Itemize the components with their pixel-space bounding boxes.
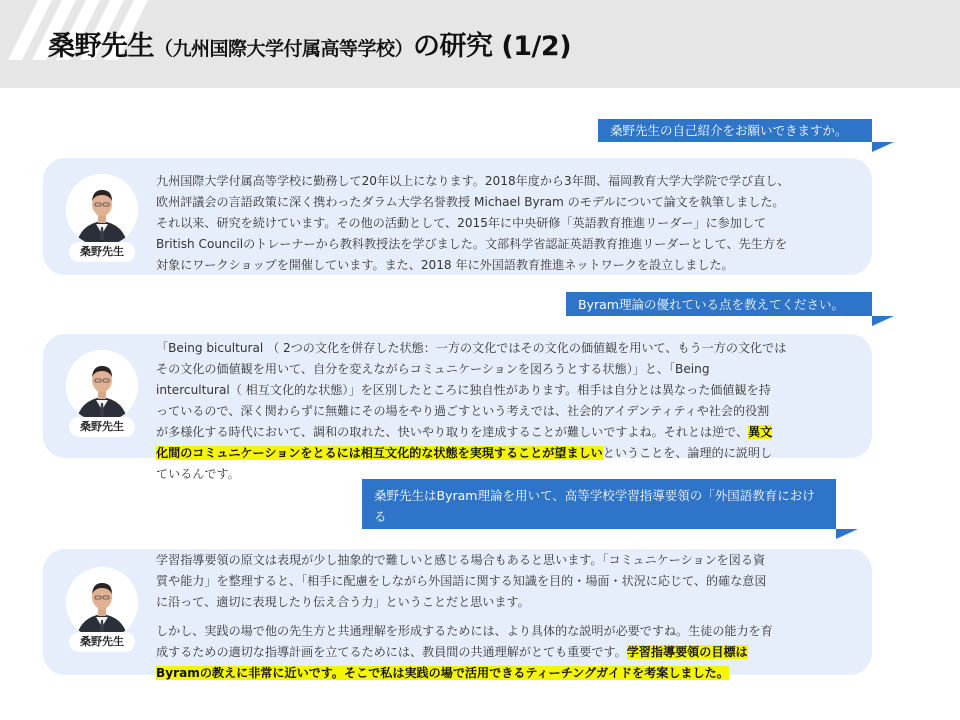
question-text: 桑野先生の自己紹介をお願いできますか。 — [610, 123, 848, 138]
speaker-name-badge: 桑野先生 — [69, 632, 135, 652]
title-main: 桑野先生 — [48, 31, 154, 62]
bubble-tail — [872, 316, 894, 326]
highlighted-text: 化間のコミュニケーションをとるには相互文化的な状態を実現することが望ましい — [156, 446, 603, 460]
answer-text — [156, 171, 856, 276]
avatar — [66, 350, 138, 422]
answer-line — [156, 642, 856, 663]
highlighted-text: Byramの教えに非常に近いです。そこで私は実践の場で活用できるティーチングガイドを考案しました。 — [156, 666, 729, 680]
question-text: 桑野先生はByram理論を用いて、高等学校学習指導要領の「外国語教育における — [374, 488, 815, 524]
answer-bubble-3 — [43, 549, 872, 680]
answer-line: に沿って、適切に表現したり伝え合う力」ということだと思います。 — [156, 595, 530, 609]
highlighted-text: 学習指導要領の目標は — [626, 645, 748, 659]
header-bar — [0, 0, 960, 88]
answer-line: しかし、実践の場で他の先生方と共通理解を形成するためには、より具体的な説明が必要ですね。生徒の能力を育 — [156, 624, 773, 638]
page-title — [48, 24, 571, 63]
title-school: （九州国際大学付属高等学校） — [154, 38, 414, 60]
answer-line: 欧州評議会の言語政策に深く携わったダラム大学名誉教授 Michael Byram のモデルについて論文を執筆しました。 — [156, 195, 785, 209]
question-text: コミュニケーションを図る資質や能力」をわかりやすくお話されています。 — [374, 530, 798, 545]
person-photo-icon — [66, 174, 138, 246]
avatar — [66, 174, 138, 246]
answer-line — [156, 443, 856, 464]
question-bubble-2 — [566, 292, 872, 316]
answer-line: 質や能力」を整理すると、「相手に配慮をしながら外国語に関する知識を目的・場面・状況に応じて、的確な意図 — [156, 574, 767, 588]
answer-line: っているので、深く関わらずに無難にその場をやり過ごすという考えでは、社会的アイデンティティや社会的役割 — [156, 404, 770, 418]
answer-segment: が多様化する時代において、調和の取れた、快いやり取りを達成することが難しいですよね。それとは逆で、 — [156, 425, 749, 439]
answer-line: British Councilのトレーナーから教科教授法を学びました。文部科学省認証英語教育推進リーダーとして、先生方を — [156, 237, 788, 251]
title-tail: の研究 (1/2) — [413, 31, 572, 62]
question-bubble-3 — [362, 479, 836, 545]
answer-line: intercultural（ 相互文化的な状態）」を区別したところに独自性があります。相手は自分とは異なった価値観を持 — [156, 383, 771, 397]
highlighted-text: 異文 — [748, 425, 773, 439]
answer-text — [156, 338, 856, 485]
paragraph-gap — [156, 613, 856, 621]
answer-line: その文化の価値観を用いて、自分を変えながらコミュニケーションを図ろうとする状態）」と、「Being — [156, 362, 710, 376]
speaker-name-badge: 桑野先生 — [69, 242, 135, 262]
question-text: Byram理論の優れている点を教えてください。 — [578, 296, 844, 312]
speaker-name-badge: 桑野先生 — [69, 417, 135, 437]
person-photo-icon — [66, 567, 138, 639]
answer-line: 九州国際大学付属高等学校に勤務して20年以上になります。2018年度から3年間、福岡教育大学大学院で学び直し、 — [156, 174, 790, 188]
answer-segment: ということを、論理的に説明し — [602, 446, 773, 460]
answer-bubble-2 — [43, 334, 872, 481]
answer-line: それ以来、研究を続けています。その他の活動として、2015年に中央研修「英語教育推進リーダー」に参加して — [156, 216, 767, 230]
avatar — [66, 567, 138, 639]
bubble-tail — [872, 142, 894, 152]
answer-segment: 成するための適切な指導計画を立てるためには、教員間の共通理解がとても重要です。 — [156, 645, 627, 659]
answer-line — [156, 422, 856, 443]
answer-line: ているんです。 — [156, 467, 240, 481]
answer-bubble-1 — [43, 158, 872, 275]
person-photo-icon — [66, 350, 138, 422]
answer-line: 「Being bicultural （ 2つの文化を併存した状態：一方の文化ではその文化の価値観を用いて、もう一方の文化では — [156, 341, 787, 355]
answer-line: 対象にワークショップを開催しています。また、2018 年に外国語教育推進ネットワークを設立しました。 — [156, 258, 734, 272]
bubble-tail — [836, 529, 858, 539]
answer-line — [156, 663, 856, 684]
question-bubble-1 — [598, 119, 872, 142]
answer-line: 学習指導要領の原文は表現が少し抽象的で難しいと感じる場合もあると思います。「コミュニケーションを図る資 — [156, 553, 766, 567]
answer-text — [156, 550, 856, 684]
